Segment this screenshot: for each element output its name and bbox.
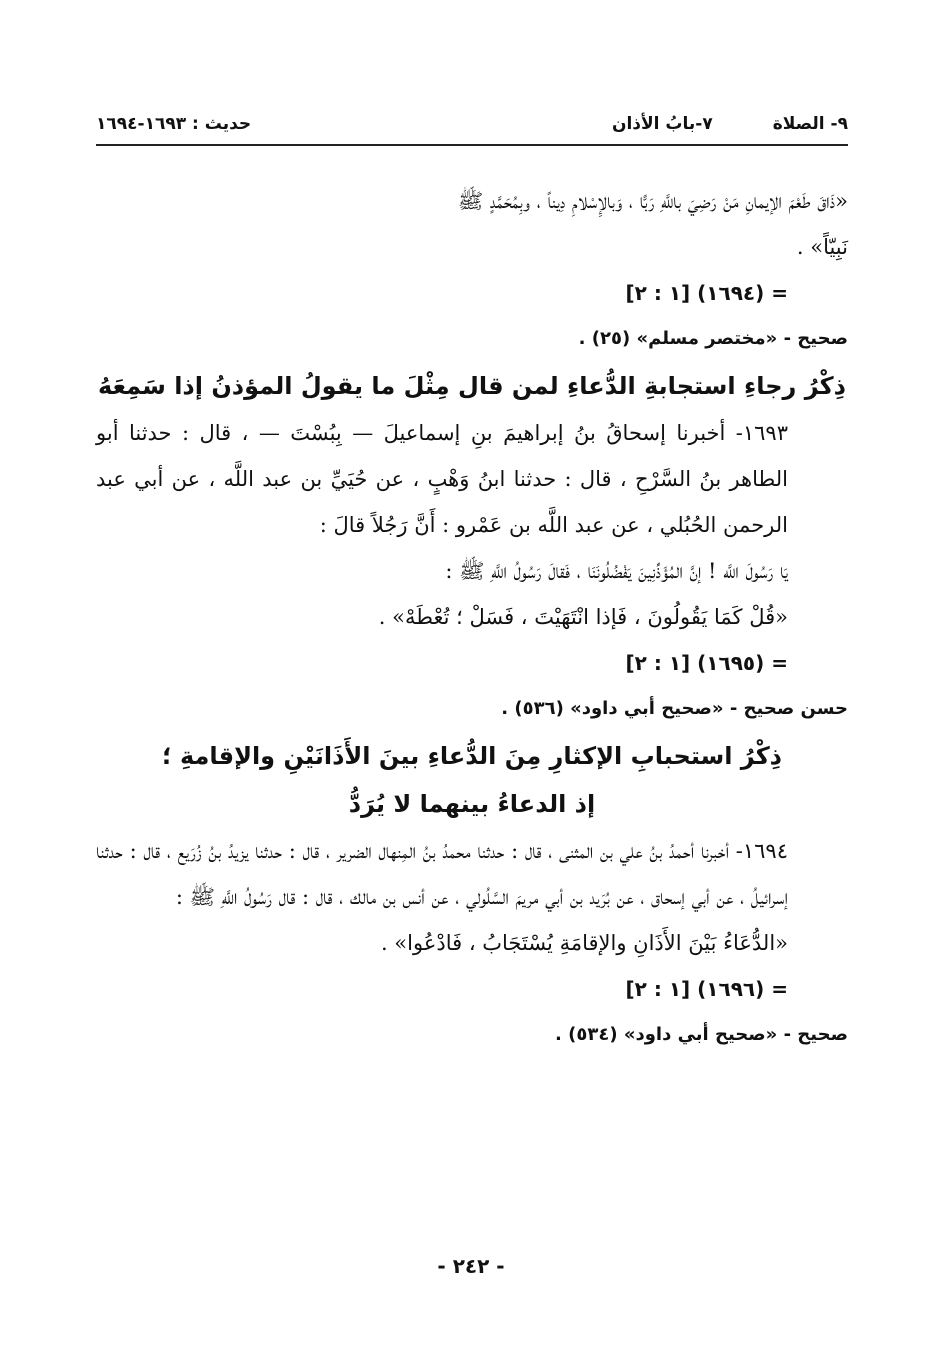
chapter-heading: إذ الدعاءُ بينهما لا يُرَدُّ xyxy=(348,790,596,818)
cross-reference: = (١٦٩٤) [١ : ٢] xyxy=(625,281,788,305)
hadith-range: حديث : ١٦٩٣-١٦٩٤ xyxy=(96,114,252,134)
hadith-text-line: يَا رَسُولَ اللَّه ! إنَّ المُؤَذِّنِينَ يَفْضُلُونَنَا ، فَقالَ رَسُولُ اللَّهِ ﷺ : xyxy=(445,559,788,583)
grading-note: حسن صحيح - «صحيح أبي داود» (٥٣٦) . xyxy=(501,698,848,719)
hadith-isnad: ١٦٩٤- أخبرنا أحمدُ بنُ علي بن المثنى ، قال : حدثنا محمدُ بنُ المِنهال الضرير ، قال : حدثنا يزيدُ بنُ زُرَيع ، قال : حدثنا إسرائيلُ ، عن أبي إسحاق ، عن بُرَيد بن أبي مريمَ السَّلُولي ، عن أنس بن مالك ، قال : قال رَسُولُ اللَّهِ ﷺ : xyxy=(96,839,788,909)
hadith-text-line: نَبِيّاً» . xyxy=(796,235,848,259)
hadith-text-line: «الدُّعَاءُ بَيْنَ الأَذَانِ والإقامَةِ يُسْتَجَابُ ، فَادْعُوا» . xyxy=(380,931,788,955)
cross-reference: = (١٦٩٥) [١ : ٢] xyxy=(625,651,788,675)
grading-note: صحيح - «صحيح أبي داود» (٥٣٤) . xyxy=(555,1024,848,1045)
grading-note: صحيح - «مختصر مسلم» (٢٥) . xyxy=(578,328,848,349)
chapter-heading: ذِكْرُ رجاءِ استجابةِ الدُّعاءِ لمن قال مِثْلَ ما يقولُ المؤذنُ إذا سَمِعَهُ xyxy=(98,372,846,400)
hadith-text-line: «قُلْ كَمَا يَقُولُونَ ، فَإذا انْتَهَيْتَ ، فَسَلْ ؛ تُعْطَهْ» . xyxy=(378,605,788,629)
hadith-isnad: ١٦٩٣- أخبرنا إسحاقُ بنُ إبراهيمَ بنِ إسماعيلَ — بِبُسْتَ — ، قال : حدثنا أبو الطاهر بنُ السَّرْحِ ، قال : حدثنا ابنُ وَهْبٍ ، عن حُيَيِّ بن عبد اللَّه ، عن أبي عبد الرحمن الحُبُلي ، عن عبد اللَّه بن عَمْرو : أَنَّ رَجُلاً قالَ : xyxy=(96,421,788,537)
section-title: ٧-بابُ الأذان xyxy=(611,114,713,134)
chapter-title: ٩- الصلاة xyxy=(772,114,848,134)
running-header xyxy=(96,108,848,140)
header-rule xyxy=(96,144,848,146)
page-number: - ٢٤٢ - xyxy=(437,1254,505,1278)
cross-reference: = (١٦٩٦) [١ : ٢] xyxy=(625,977,788,1001)
hadith-text-line: «ذَاقَ طَعْمَ الإيمانِ مَنْ رَضِيَ باللَّهِ رَبًّا ، وَبالإِسْلامِ دِيناً ، وبِمُحَمَّدٍ ﷺ xyxy=(457,189,848,213)
page-body xyxy=(96,178,848,1058)
chapter-heading: ذِكْرُ استحبابِ الإكثارِ مِنَ الدُّعاءِ بينَ الأَذَانَيْنِ والإقامةِ ؛ xyxy=(161,742,782,770)
